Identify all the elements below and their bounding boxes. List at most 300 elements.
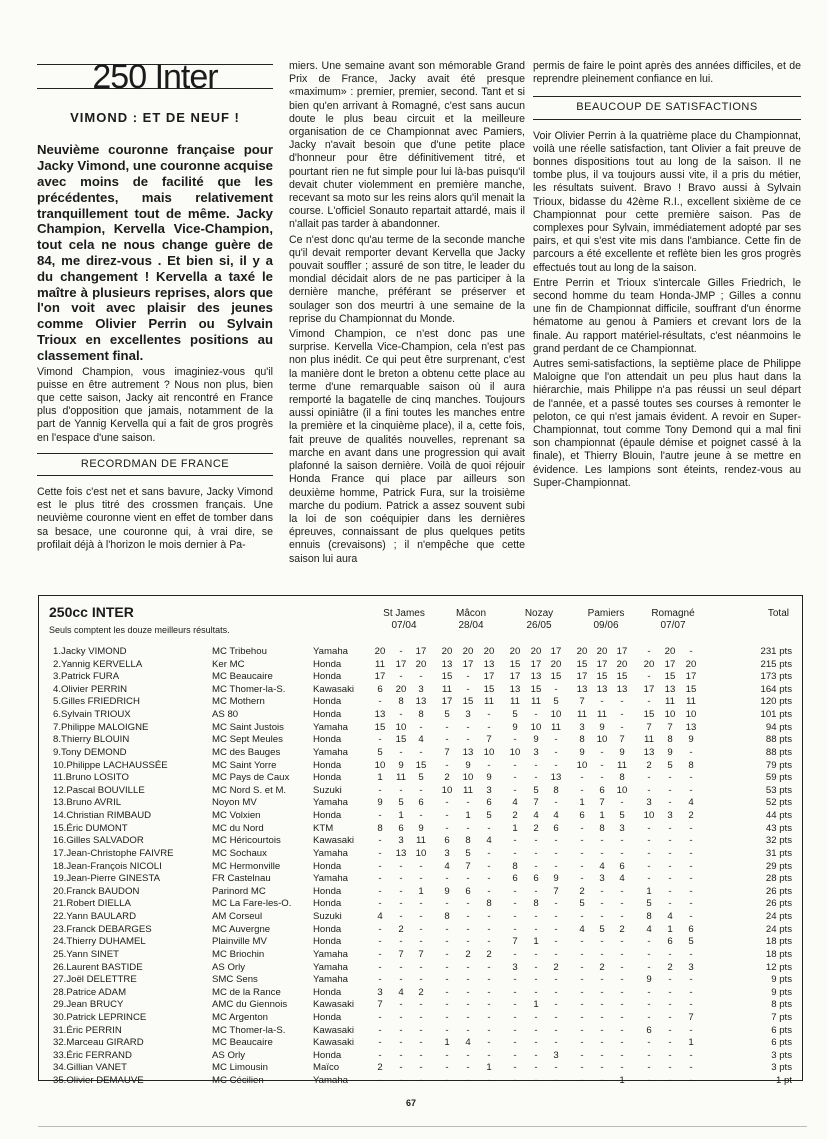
- score-cell: -: [554, 1062, 558, 1074]
- score-cell: -: [445, 1011, 449, 1023]
- score-cell: -: [689, 911, 693, 923]
- score-cell: 8: [553, 784, 559, 796]
- score-cell: -: [378, 936, 382, 948]
- score-cell: -: [487, 1049, 491, 1061]
- score-cell: -: [600, 1062, 604, 1074]
- club: MC Beaucaire: [212, 1037, 273, 1049]
- score-cell: 3: [688, 961, 694, 973]
- rider-name-text: Thierry DUHAMEL: [66, 936, 146, 948]
- table-row: [39, 999, 802, 1012]
- score-cell: 2: [398, 923, 404, 935]
- score-cell: -: [647, 646, 651, 657]
- score-cell: -: [668, 1075, 672, 1087]
- intro-paragraph: Vimond Champion, vous imaginiez-vous qu'il puisse en être autrement ? Nous non plus, bien que cette saison, Jacky ait rencontré en France plus d'opposition que jamais, notamment de la part de Yannig Kervella qui a fait de gros progrès en l'espace d'une saison.: [37, 365, 273, 444]
- rider-name-text: Jean BRUCY: [66, 999, 124, 1011]
- race-name: Mâcon: [455, 608, 486, 619]
- score-cell: -: [466, 1011, 470, 1023]
- score-cell: 11: [510, 696, 520, 708]
- table-row: [39, 1075, 802, 1088]
- score-cell: -: [668, 898, 672, 910]
- score-cell: -: [668, 948, 672, 960]
- club: MC Beaucaire: [212, 671, 273, 683]
- score-cell: 5: [418, 772, 424, 784]
- total-points: 52 pts: [765, 797, 792, 809]
- score-cell: 20: [462, 646, 474, 657]
- score-cell: -: [534, 847, 538, 859]
- score-cell: 1: [465, 810, 471, 822]
- make: KTM: [313, 822, 334, 834]
- score-cell: 1: [619, 1075, 625, 1087]
- make: Honda: [313, 898, 342, 910]
- make: Honda: [313, 709, 342, 721]
- score-cell: 8: [377, 822, 383, 834]
- col2-paragraph-3: Vimond Champion, ce n'est donc pas une surprise. Kervella Vice-Champion, cela n'est pas non plus inédit. Ce qui peut être surprenant, c'est la manière dont le breton a obtenu cette place au terme d'une remarquable saison où il aura remporté la bagatelle de cinq manches. Toujours aussi opiniâtre (il a fini toutes les manches entre la première et la cinquième place), il a, cette fois, fait preuve de qualités nouvelles, reprenant sa marche en avant dans une progression qui avait plafonné la saison dernière. Voilà de quoi réjouir Honda France qui place par ailleurs son deuxième homme, Patrick Fura, sur la troisième marche du podium. Patrick a assez souvent subi la loi de son coéquipier dans les dernières épreuves, connaissant de plus quelques petits ennuis (crevaisons) ; il n'empêche que cette saison lui aura: [289, 328, 525, 565]
- score-cell: -: [668, 986, 672, 998]
- rider-name: [53, 1062, 127, 1075]
- score-cell: 5: [646, 898, 652, 910]
- rider-name: [53, 734, 129, 747]
- score-cell: 7: [533, 797, 539, 809]
- score-cell: 1: [599, 810, 605, 822]
- score-cell: -: [419, 746, 423, 758]
- score-cell: 8: [688, 759, 694, 771]
- rider-name: [53, 936, 146, 949]
- club: FR Castelnau: [212, 873, 271, 885]
- club: MC Limousin: [212, 1062, 268, 1074]
- total-points: 43 pts: [765, 822, 792, 834]
- score-cell: -: [466, 974, 470, 986]
- score-cell: -: [668, 999, 672, 1011]
- score-cell: -: [513, 847, 517, 859]
- score-cell: 17: [616, 646, 628, 657]
- total-points: 32 pts: [765, 835, 792, 847]
- score-cell: -: [399, 911, 403, 923]
- score-cell: -: [554, 974, 558, 986]
- score-cell: 6: [553, 822, 559, 834]
- score-cell: -: [620, 1011, 624, 1023]
- score-cell: 3: [533, 746, 539, 758]
- club: MC Cécilien: [212, 1075, 264, 1087]
- score-cell: 4: [553, 810, 559, 822]
- score-cell: -: [445, 974, 449, 986]
- score-cell: 1: [512, 822, 518, 834]
- page-number: 67: [406, 1098, 417, 1108]
- score-cell: 11: [644, 734, 654, 746]
- club: AMC du Giennois: [212, 999, 288, 1011]
- score-cell: -: [689, 986, 693, 998]
- make: Honda: [313, 671, 342, 683]
- rider-name-text: Marceau GIRARD: [66, 1037, 144, 1049]
- score-cell: 5: [486, 810, 492, 822]
- score-cell: -: [600, 936, 604, 948]
- rider-name-text: Franck DEBARGES: [66, 923, 152, 935]
- club: MC Héricourtois: [212, 835, 281, 847]
- score-cell: 2: [533, 822, 539, 834]
- rider-position: 25.: [53, 948, 67, 960]
- lead-paragraph: Neuvième couronne française pour Jacky Vimond, une couronne acquise avec moins de facilité que les précédentes, mais relativement tranquillement tout de même. Jacky Champion, Kervella Vice-Champion, tout cela ne nous change guère de 84, me direz-vous . Et bien si, il y a du changement ! Kervella a taxé le maître à plusieurs reprises, alors que l'on voit avec plaisir des jeunes comme Olivier Perrin ou Sylvain Trioux en excellentes positions au classement final.: [37, 142, 273, 363]
- score-cell: -: [620, 974, 624, 986]
- score-cell: 15: [374, 721, 386, 733]
- score-cell: 3: [667, 810, 673, 822]
- rider-position: 21.: [53, 898, 67, 910]
- score-cell: 11: [665, 696, 675, 708]
- score-cell: -: [466, 1049, 470, 1061]
- make: Yamaha: [313, 646, 349, 657]
- score-cell: -: [534, 835, 538, 847]
- score-cell: -: [554, 936, 558, 948]
- score-cell: -: [513, 784, 517, 796]
- score-cell: -: [513, 1049, 517, 1061]
- score-cell: 10: [596, 734, 608, 746]
- score-cell: -: [399, 974, 403, 986]
- make: Yamaha: [313, 961, 349, 973]
- score-cell: -: [620, 847, 624, 859]
- score-cell: -: [513, 885, 517, 897]
- table-row: [39, 671, 802, 684]
- score-cell: -: [419, 961, 423, 973]
- rider-position: 35.: [53, 1075, 67, 1087]
- score-cell: -: [419, 860, 423, 872]
- score-cell: -: [668, 1049, 672, 1061]
- score-cell: -: [580, 1024, 584, 1036]
- score-cell: 7: [667, 721, 673, 733]
- score-cell: 11: [597, 709, 607, 721]
- make: Honda: [313, 1011, 342, 1023]
- rider-position: 24.: [53, 936, 67, 948]
- col3-paragraph-1: Voir Olivier Perrin à la quatrième place du Championnat, voilà une réelle satisfaction, tant Olivier a fait preuve de bonnes dispositions tout au long de la saison. Il ne tombe plus, il va toujours aussi vite, il a pris du métier, les résultats suivent. Bravo ! Bravo aussi à Sylvain Trioux, bidasse du 42ème R.I., excellent sixième de ce Championnat pour cette première saison. Pas de complexes pour Sylvain, immédiatement adopté par ses pairs, et qui s'est vite mis dans l'ambiance. Cette fin de parcours a été excellente et reflète bien les gros progrès effectués tout au long de la saison.: [533, 129, 801, 274]
- score-cell: 17: [509, 671, 521, 683]
- column-2: [289, 60, 525, 568]
- score-cell: 1: [418, 885, 424, 897]
- score-cell: -: [419, 721, 423, 733]
- score-cell: 5: [398, 797, 404, 809]
- score-cell: 11: [617, 759, 627, 771]
- score-cell: -: [554, 923, 558, 935]
- score-cell: 15: [664, 671, 676, 683]
- club: Plainville MV: [212, 936, 267, 948]
- make: Honda: [313, 759, 342, 771]
- score-cell: 13: [395, 847, 407, 859]
- score-cell: -: [554, 999, 558, 1011]
- rider-position: 32.: [53, 1037, 67, 1049]
- score-cell: -: [554, 746, 558, 758]
- score-cell: -: [600, 835, 604, 847]
- score-cell: -: [534, 961, 538, 973]
- score-cell: -: [466, 1062, 470, 1074]
- club: AS 80: [212, 709, 239, 721]
- score-cell: -: [580, 1011, 584, 1023]
- score-cell: 9: [553, 873, 559, 885]
- rider-position: 20.: [53, 885, 67, 897]
- total-points: 6 pts: [771, 1024, 792, 1036]
- total-points: 24 pts: [765, 923, 792, 935]
- club: MC La Fare-les-O.: [212, 898, 292, 910]
- score-cell: 6: [398, 822, 404, 834]
- score-cell: -: [534, 885, 538, 897]
- score-cell: 8: [646, 911, 652, 923]
- score-cell: -: [445, 1049, 449, 1061]
- score-cell: 7: [619, 734, 625, 746]
- score-cell: -: [487, 936, 491, 948]
- score-cell: -: [668, 772, 672, 784]
- box-title-2: [533, 96, 801, 119]
- race-header-3: [509, 608, 569, 632]
- total-points: 3 pts: [771, 1049, 792, 1061]
- results-subtitle: Seuls comptent les douze meilleurs résultats.: [49, 625, 230, 635]
- rider-name-text: Robert DIELLA: [66, 898, 131, 910]
- score-cell: -: [689, 772, 693, 784]
- rider-name-text: Tony DEMOND: [61, 746, 127, 758]
- score-cell: -: [445, 936, 449, 948]
- score-cell: -: [445, 759, 449, 771]
- score-cell: -: [647, 986, 651, 998]
- score-cell: -: [554, 847, 558, 859]
- rider-position: 10.: [53, 759, 67, 771]
- score-cell: -: [378, 784, 382, 796]
- score-cell: -: [445, 986, 449, 998]
- score-cell: -: [580, 860, 584, 872]
- club: SMC Sens: [212, 974, 258, 986]
- rider-name: [53, 898, 131, 911]
- rider-name-text: Thierry BLOUIN: [61, 734, 130, 746]
- club: MC Nord S. et M.: [212, 784, 287, 796]
- score-cell: -: [647, 961, 651, 973]
- score-cell: -: [534, 1037, 538, 1049]
- score-cell: -: [513, 999, 517, 1011]
- score-cell: 8: [398, 696, 404, 708]
- score-cell: 5: [444, 709, 450, 721]
- score-cell: -: [378, 810, 382, 822]
- score-cell: -: [647, 1075, 651, 1087]
- score-cell: -: [445, 797, 449, 809]
- score-cell: -: [466, 1075, 470, 1087]
- score-cell: -: [445, 873, 449, 885]
- score-cell: -: [580, 961, 584, 973]
- score-cell: -: [513, 772, 517, 784]
- score-cell: -: [600, 885, 604, 897]
- score-cell: 7: [512, 936, 518, 948]
- rider-position: 31.: [53, 1024, 67, 1036]
- score-cell: 3: [377, 986, 383, 998]
- score-cell: 6: [619, 860, 625, 872]
- score-cell: -: [534, 923, 538, 935]
- score-cell: -: [399, 1037, 403, 1049]
- score-cell: -: [487, 999, 491, 1011]
- score-cell: -: [513, 911, 517, 923]
- score-cell: 6: [533, 873, 539, 885]
- club: MC Thomer-la-S.: [212, 683, 286, 695]
- total-points: 12 pts: [765, 961, 792, 973]
- table-row: [39, 911, 802, 924]
- score-cell: 15: [441, 671, 453, 683]
- score-cell: 2: [444, 772, 450, 784]
- score-cell: -: [554, 1075, 558, 1087]
- score-cell: -: [378, 734, 382, 746]
- score-cell: 3: [619, 822, 625, 834]
- race-date: 07/04: [391, 620, 417, 631]
- score-cell: -: [647, 671, 651, 683]
- headline: VIMOND : ET DE NEUF !: [70, 110, 240, 126]
- score-cell: -: [668, 1062, 672, 1074]
- score-cell: -: [399, 860, 403, 872]
- score-cell: -: [513, 923, 517, 935]
- score-cell: 6: [377, 683, 383, 695]
- score-cell: 15: [530, 683, 542, 695]
- score-cell: -: [647, 696, 651, 708]
- score-cell: -: [419, 671, 423, 683]
- rider-name-text: Gilles SALVADOR: [66, 835, 144, 847]
- score-cell: -: [487, 885, 491, 897]
- score-cell: -: [668, 873, 672, 885]
- total-points: 29 pts: [765, 860, 792, 872]
- score-cell: -: [647, 936, 651, 948]
- score-cell: 9: [619, 746, 625, 758]
- score-cell: 9: [579, 746, 585, 758]
- score-cell: 20: [664, 646, 676, 657]
- score-cell: -: [554, 898, 558, 910]
- rider-name-text: Gillian VANET: [66, 1062, 127, 1074]
- score-cell: -: [419, 1075, 423, 1087]
- rider-name-text: Franck BAUDON: [66, 885, 140, 897]
- score-cell: 6: [579, 810, 585, 822]
- rider-name: [53, 659, 142, 672]
- score-cell: 8: [619, 772, 625, 784]
- score-cell: -: [419, 873, 423, 885]
- score-cell: 1: [398, 810, 404, 822]
- score-cell: -: [487, 911, 491, 923]
- total-header: Total: [767, 608, 789, 619]
- score-cell: 6: [646, 1024, 652, 1036]
- make: Yamaha: [313, 1075, 349, 1087]
- col3-paragraph-3: Autres semi-satisfactions, la septième place de Philippe Maloigne que l'on attendait un peu plus haut dans la hiérarchie, mais Philippe n'a pas réussi un seul départ de l'année, et a passé toutes ses courses à remonter le peloton, ce qui n'est jamais évident. A revoir en Super-Championnat, tout comme Tony Demond qui a mal fini son championnat (épaule démise et poignet cassé à la finale), et Thierry Blouin, l'autre jeune à se mettre en évidence. Les lampions sont éteints, rendez-vous au Super-Championnat.: [533, 358, 801, 489]
- score-cell: 4: [688, 797, 694, 809]
- score-cell: -: [554, 734, 558, 746]
- score-cell: 15: [395, 734, 407, 746]
- score-cell: -: [487, 986, 491, 998]
- score-cell: 7: [486, 734, 492, 746]
- make: Honda: [313, 936, 342, 948]
- score-cell: -: [647, 1062, 651, 1074]
- score-cell: -: [399, 1075, 403, 1087]
- score-cell: -: [466, 683, 470, 695]
- score-cell: 17: [664, 658, 676, 670]
- score-cell: 3: [579, 721, 585, 733]
- score-cell: -: [445, 1062, 449, 1074]
- score-cell: 13: [483, 658, 495, 670]
- rider-position: 8.: [53, 734, 62, 746]
- score-cell: -: [689, 948, 693, 960]
- score-cell: 2: [553, 961, 559, 973]
- table-row: [39, 709, 802, 722]
- score-cell: -: [689, 784, 693, 796]
- score-cell: 1: [579, 797, 585, 809]
- table-row: [39, 886, 802, 899]
- table-row: [39, 1037, 802, 1050]
- rider-position: 34.: [53, 1062, 67, 1074]
- rider-name: [53, 747, 127, 760]
- rider-name: [53, 987, 126, 1000]
- score-cell: -: [513, 1062, 517, 1074]
- score-cell: 4: [646, 923, 652, 935]
- score-cell: -: [419, 936, 423, 948]
- rider-name-text: Éric DUMONT: [66, 822, 128, 834]
- make: Honda: [313, 1049, 342, 1061]
- score-cell: -: [487, 1075, 491, 1087]
- score-cell: -: [600, 911, 604, 923]
- score-cell: -: [668, 1024, 672, 1036]
- score-cell: -: [466, 721, 470, 733]
- score-cell: 7: [688, 1011, 694, 1023]
- score-cell: -: [689, 822, 693, 834]
- score-cell: 7: [465, 860, 471, 872]
- score-cell: 8: [599, 822, 605, 834]
- score-cell: -: [399, 1049, 403, 1061]
- rider-name: [53, 797, 121, 810]
- rider-name: [53, 722, 148, 735]
- score-cell: 10: [395, 721, 407, 733]
- results-table: [38, 595, 803, 1087]
- score-cell: -: [445, 721, 449, 733]
- score-cell: -: [487, 1037, 491, 1049]
- table-row: [39, 684, 802, 697]
- score-cell: 13: [462, 746, 474, 758]
- score-cell: -: [620, 936, 624, 948]
- rider-name-text: Yann SINET: [66, 948, 119, 960]
- score-cell: 20: [483, 646, 495, 657]
- score-cell: -: [466, 986, 470, 998]
- total-points: 101 pts: [760, 709, 792, 721]
- score-cell: 20: [550, 658, 562, 670]
- score-cell: -: [513, 759, 517, 771]
- score-cell: -: [378, 898, 382, 910]
- score-cell: -: [466, 898, 470, 910]
- table-row: [39, 873, 802, 886]
- score-cell: -: [466, 936, 470, 948]
- table-row: [39, 1050, 802, 1063]
- score-cell: 7: [599, 797, 605, 809]
- rider-name: [53, 1075, 144, 1088]
- score-cell: -: [600, 1049, 604, 1061]
- score-cell: -: [466, 1024, 470, 1036]
- score-cell: 4: [377, 911, 383, 923]
- score-cell: 10: [643, 810, 655, 822]
- score-cell: -: [466, 923, 470, 935]
- total-points: 28 pts: [765, 873, 792, 885]
- rider-position: 7.: [53, 721, 62, 733]
- make: Yamaha: [313, 721, 349, 733]
- score-cell: -: [378, 974, 382, 986]
- table-row: [39, 722, 802, 735]
- rider-name-text: Yannig KERVELLA: [61, 658, 143, 670]
- make: Maïco: [313, 1062, 340, 1074]
- score-cell: 10: [530, 721, 542, 733]
- score-cell: -: [647, 784, 651, 796]
- score-cell: -: [487, 721, 491, 733]
- score-cell: -: [399, 784, 403, 796]
- score-cell: 15: [415, 759, 427, 771]
- table-row: [39, 785, 802, 798]
- score-cell: -: [419, 974, 423, 986]
- make: Honda: [313, 734, 342, 746]
- total-points: 26 pts: [765, 885, 792, 897]
- rider-name: [53, 835, 144, 848]
- score-cell: -: [580, 999, 584, 1011]
- score-cell: -: [466, 961, 470, 973]
- score-cell: -: [445, 1075, 449, 1087]
- rider-name-text: Sylvain TRIOUX: [61, 709, 131, 721]
- score-cell: 3: [486, 784, 492, 796]
- total-points: 8 pts: [771, 999, 792, 1011]
